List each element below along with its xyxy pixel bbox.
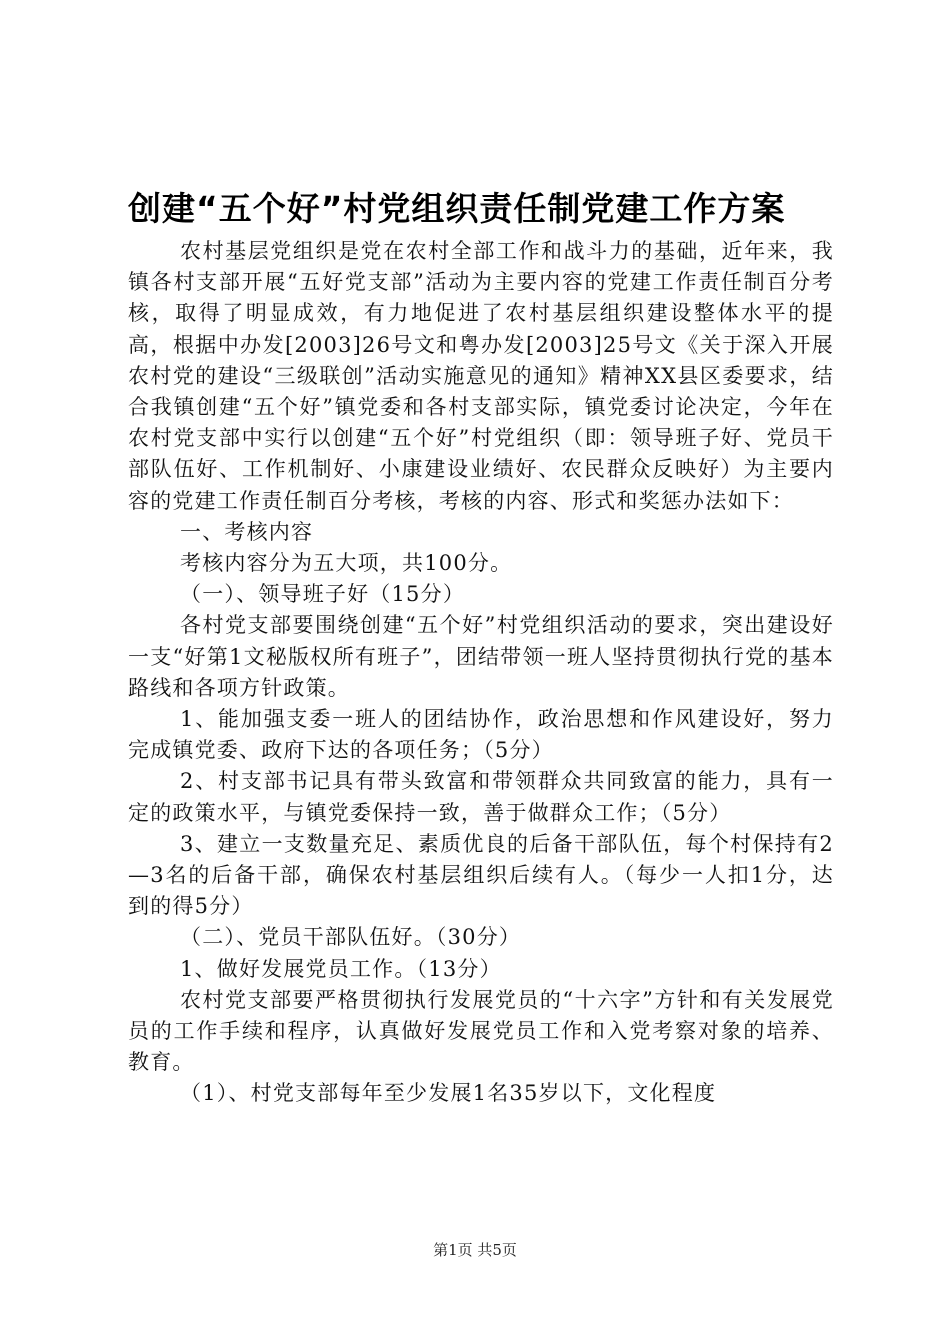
list-item: （1）、村党支部每年至少发展1名35岁以下，文化程度 bbox=[180, 1081, 717, 1106]
list-item: 1、能加强支委一班人的团结协作，政治思想和作风建设好，努力完成镇党委、政府下达的各项任务；（5分） bbox=[128, 707, 834, 763]
page-title: 创建“五个好”村党组织责任制党建工作方案 bbox=[128, 189, 786, 228]
paragraph: 农村党支部要严格贯彻执行发展党员的“十六字”方针和有关发展党员的工作手续和程序，认真做好发展党员工作和入党考察对象的培养、教育。 bbox=[128, 987, 834, 1075]
list-item: 3、建立一支数量充足、素质优良的后备干部队伍，每个村保持有2—3名的后备干部，确保农村基层组织后续有人。（每少一人扣1分，达到的得5分） bbox=[128, 831, 834, 919]
subsection-heading: （二）、党员干部队伍好。（30分） bbox=[180, 925, 522, 950]
section-heading: 一、考核内容 bbox=[180, 519, 314, 544]
paragraph: 各村党支部要围绕创建“五个好”村党组织活动的要求，突出建设好一支“好第1文秘版权所有班子”，团结带领一班人坚持贯彻执行党的基本路线和各项方针政策。 bbox=[128, 613, 834, 700]
paragraph-intro: 农村基层党组织是党在农村全部工作和战斗力的基础，近年来，我镇各村支部开展“五好党支部”活动为主要内容的党建工作责任制百分考核，取得了明显成效，有力地促进了农村基层组织建设整体水平的提高，根据中办发[2003]26号文和粤办发[2003]25号文《关于深入开展农村党的建设“三级联创”活动实施意见的通知》精神XX县区委要求，结合我镇创建“五个好”镇党委和各村支部实际，镇党委讨论决定，今年在农村党支部中实行以创建“五个好”村党组织（即：领导班子好、党员干部队伍好、工作机制好、小康建设业绩好、农民群众反映好）为主要内容的党建工作责任制百分考核，考核的内容、形式和奖惩办法如下： bbox=[128, 239, 834, 513]
page-footer: 第1页 共5页 bbox=[433, 1241, 517, 1259]
paragraph: 考核内容分为五大项，共100分。 bbox=[180, 551, 513, 576]
subsection-heading: （一）、领导班子好（15分） bbox=[180, 582, 466, 607]
list-item: 2、村支部书记具有带头致富和带领群众共同致富的能力，具有一定的政策水平，与镇党委保持一致，善于做群众工作；（5分） bbox=[128, 769, 834, 825]
document-body bbox=[128, 236, 834, 1110]
list-item: 1、做好发展党员工作。（13分） bbox=[180, 956, 502, 981]
